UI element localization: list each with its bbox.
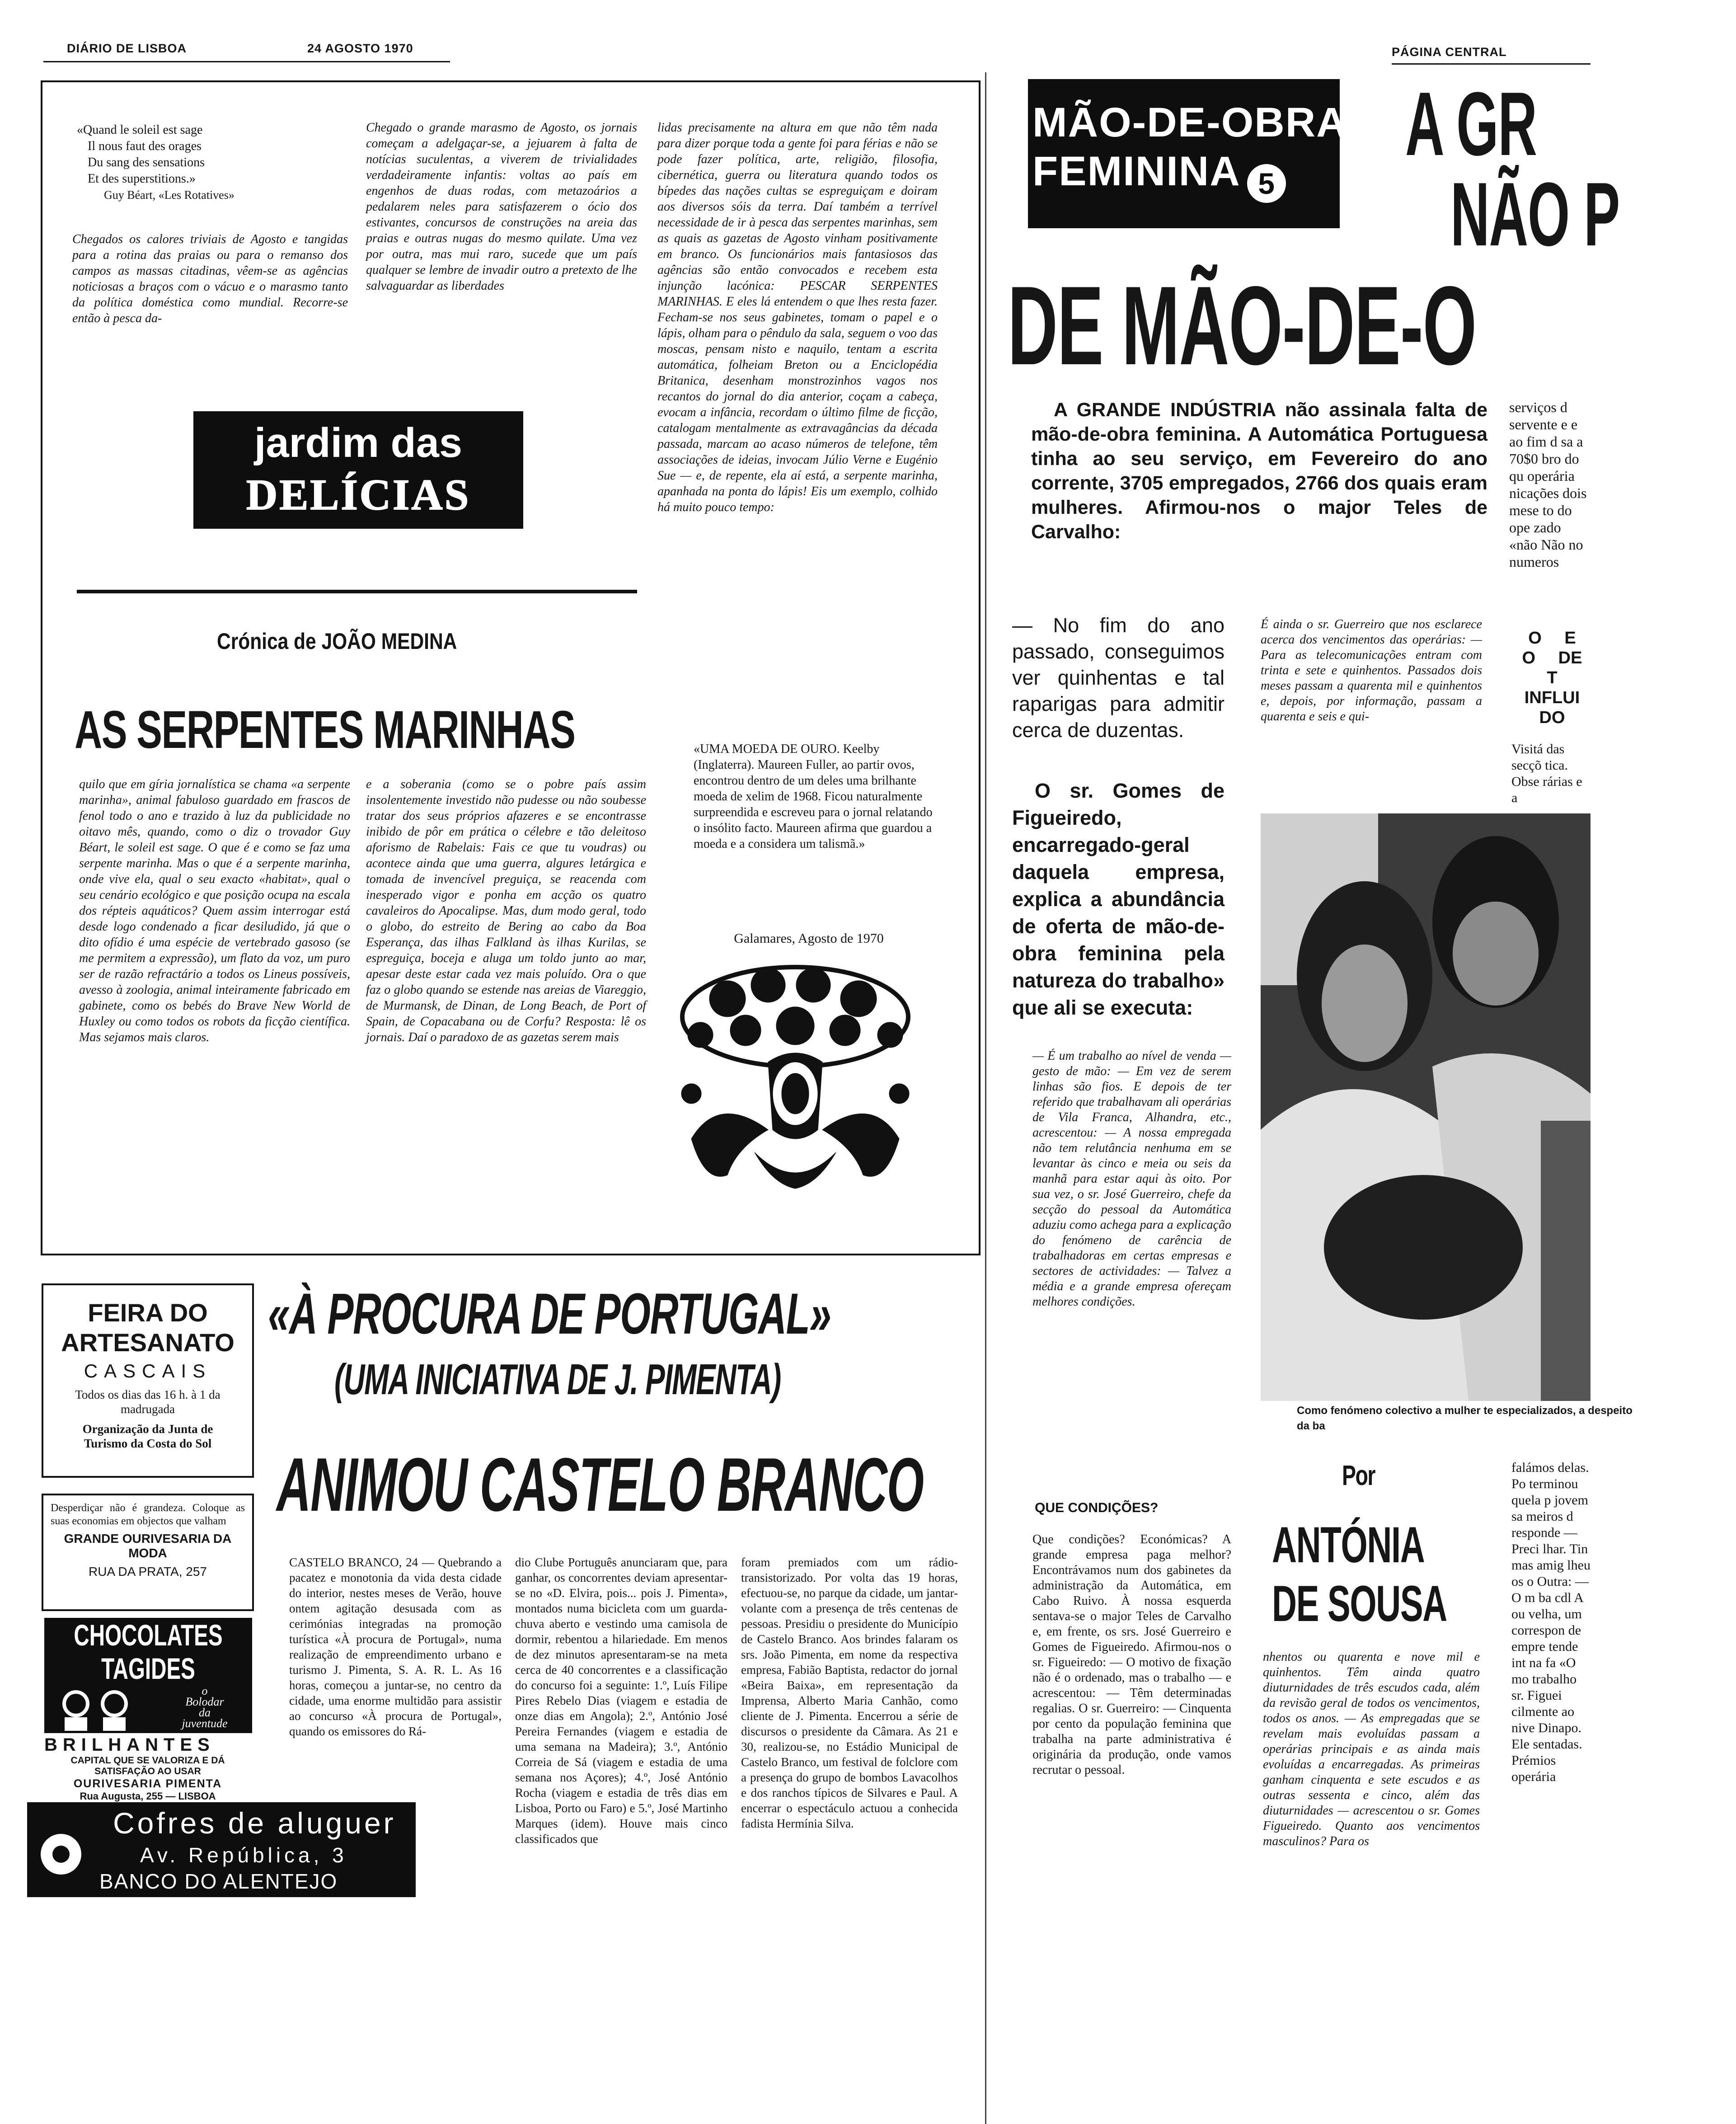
ad-title: GRANDE OURIVESARIA DA MODA [64, 1532, 232, 1560]
cronica-column: lidas precisamente na altura em que não têm nada para dizer porque toda a gente foi para férias e não se pode fazer política, arte, religião, filosofia, cibernética, guerra ou literatura quando todos os bípedes das nações cultas se espreguiçam e doiram aos diversos sóis da terra. Daí também a terrível necessidade de ir à pesca das serpentes marinhas, sem as quais as gazetas de Agosto vinham positivamente em branco. Os funcionários mais fantasiosos das agências são então convocados e recebem esta injunção lacónica: PESCAR SERPENTES MARINHAS. E eles lá entendem o que lhes resta fazer. Fecham-se nos seus gabinetes, tomam o papel e o lápis, olham para o pêndulo da sala, seguem o voo das moscas, pensam nisto e naquilo, tentam a escrita automática, folheiam Breton ou a Enciclopédia Britanica, desenham monstrozinhos vagos nos recantos do jornal do dia anterior, coçam a cabeça, evocam a infância, recordam o último filme de ficção, catalogam mentalmente as extravagâncias da década passada, marcam ao acaso números de telefone, têm associações de ideias, invocam Júlio Verne e Eugénio Sue — e, de repente, ela aí está, a serpente marinha, apanhada na ponta do lápis! Eis um exemplo, colhido há muito pouco tempo: [657, 121, 938, 514]
byline-author: ANTÓNIA [1272, 1517, 1425, 1573]
ad-subtitle: CASCAIS [84, 1360, 212, 1382]
pull-quote: «UMA MOEDA DE OURO. Keelby (Inglaterra). Maureen Fuller, ao partir ovos, encontrou dentro de um deles uma brilhante moeda de xelim de 1968. Ficou naturalmente surpreendida e escreveu para o jornal relatando o insólito facto. Maureen afirma que guardou a moeda e a considera um talismã.» [694, 742, 933, 851]
signoff: Galamares, Agosto de 1970 [734, 931, 884, 946]
mao-quote-bold: O sr. Gomes de Figueiredo, encarregado-geral daquela empresa, explica a abundância de oferta de mão-de-obra feminina pela natureza do trabalho» que ali se executa: [1012, 779, 1225, 1019]
mao-headline-3: DE MÃO-DE-O [1008, 263, 1477, 388]
mao-headline-1: A GR [1405, 74, 1537, 174]
header-rule-right [1392, 63, 1591, 65]
mao-side-column: serviços d servente e e ao fim d sa a 70$0 bro do qu operária nicações dois mese to do ope zado «não Não no numeros [1509, 399, 1587, 570]
ad-text: CAPITAL QUE SE VALORIZA E DÁ SATISFAÇÃO AO USAR [70, 1755, 225, 1776]
page-divider [985, 72, 986, 2124]
byline: Crónica de JOÃO MEDINA [217, 629, 457, 654]
procura-column: foram premiados com um rádio-transistorizado. Por volta das 19 horas, efectuou-se, no parque da cidade, um jantar-volante com a presença de três centenas de pessoas. Presidiu o presidente do Município de Castelo Branco. Aos brindes falaram os srs. João Pimenta, em nome da respectiva empresa, Fabião Baptista, redactor do jornal «Beira Baixa», em representação da Imprensa, Alberto Maria Canhão, como cliente de J. Pimenta. Encerrou a série de discursos o presidente da Câmara. As 21 e 30, realizou-se, no Estádio Municipal de Castelo Branco, um festival de folclore com a presença do grupo de bombos Lavacolhos e dos ranchos típicos de Silvares e Paul. A encerrar o espectáculo actuou a conhecida fadista Hermínia Silva. [741, 1555, 958, 1830]
cronica-column: Chegados os calores triviais de Agosto e tangidas para a rotina das praias ou para o remanso dos campos as massas citadinas, vêem-se as agências noticiosas a braços com o vácuo e o marasmo tanto da política doméstica como mundial. Recorre-se então à pesca da- [72, 232, 348, 325]
floral-ornament [664, 958, 926, 1198]
mao-column: É ainda o sr. Guerreiro que nos esclarece acerca dos vencimentos das operárias: — Para as telecomunicações entram com trinta e sete e quinhentos. Passados dois meses passam a quarenta mil e quinhentos e, depois, por informação, passam a quarenta e seis e qui- [1261, 617, 1482, 724]
kicker-line: FEMININA [1032, 148, 1241, 194]
ad-title: Cofres de aluguer [113, 1806, 396, 1840]
series-number-badge: 5 [1247, 164, 1286, 203]
procura-title: «À PROCURA DE PORTUGAL» [268, 1282, 831, 1346]
epigraph-line: Du sang des sensations [88, 155, 205, 169]
epigraph-line: Il nous faut des orages [88, 139, 202, 153]
ad-text: Rua Augusta, 255 — LISBOA [80, 1790, 216, 1802]
section-label: PÁGINA CENTRAL [1392, 45, 1507, 59]
ad-title: ARTESANATO [61, 1328, 235, 1357]
newspaper-name: DIÁRIO DE LISBOA [67, 42, 187, 55]
ad-text: Organização da Junta de Turismo da Costa do Sol [82, 1422, 213, 1450]
ad-title: CHOCOLATES [74, 1618, 223, 1652]
mao-lead: A GRANDE INDÚSTRIA não assinala falta de mão-de-obra feminina. A Automática Portuguesa tinha ao seu serviço, em Fevereiro do ano corrente, 3705 empregados, 2766 dos quais eram mulheres. Afirmou-nos o major Teles de Carvalho: [1031, 399, 1487, 543]
ad-chocolates [44, 1618, 252, 1733]
procura-column: dio Clube Português anunciaram que, para ganhar, os concorrentes deviam apresentar-se no «D. Elvira, pois... pois J. Pimenta», montados numa bicicleta com um guarda-chuva aberto e vestindo uma camisola de dormir, rebentou a hilariedade. Em menos de dez minutos apresentaram-se na meta cerca de 40 concorrentes e a classificação do concurso foi a seguinte: 1.º, Luís Filipe Pires Rebelo Dias (viagem e estadia de onze dias em Angola); 2.º, António José Pereira Fernandes (viagem e estadia de uma semana na Madeira); 3.º, António Correia de Sá (viagem e estadia de uma semana nos Açores); 4.º, José António Rocha (viagem e estadia de três dias em Lisboa, Porto ou Faro) e 5.º, José Martinho Marques (idem). Houve mais cinco classificados que [515, 1555, 727, 1846]
issue-date: 24 AGOSTO 1970 [307, 42, 413, 55]
epigraph-credit: Guy Béart, «Les Rotatives» [104, 188, 235, 202]
ad-title: FEIRA DO [88, 1298, 208, 1327]
procura-column: CASTELO BRANCO, 24 — Quebrando a pacatez e monotonia da vida desta cidade do interior, nestes meses de Verão, houve ontem agitação desusada com as cerimónias integradas na promoção turística «À procura de Portugal», numa realização de empreendimento urbano e turismo J. Pimenta, S. A. R. L. As 16 horas, começou a juntar-se, no centro da cidade, uma enorme multidão para assistir ao concurso «À procura de Portugal», quando os emissores do Rá- [289, 1555, 502, 1738]
kicker-line: MÃO-DE-OBRA [1032, 99, 1347, 146]
column-logo [193, 411, 523, 529]
procura-title-wrap [268, 1282, 958, 1347]
mao-quote: — No fim do ano passado, conseguimos ver quinhentas e tal raparigas para admitir cerca de duzentas. [1012, 614, 1225, 742]
mao-column: nhentos ou quarenta e nove mil e quinhentos. Têm ainda quatro diuturnidades de três escudos cada, além da revisão geral de todos os vencimentos, todos os anos. — As empregadas que se revelam mais evoluídas passam a operárias principais e as ainda mais evoluídas a encarregadas. As primeiras ganham cinquenta e sete escudos e as outras sessenta e cinco, além das diuturnidades — acrescentou o sr. Gomes Figueiredo. Quanto aos vencimentos masculinos? Para os [1263, 1650, 1480, 1848]
ad-brilhantes [42, 1734, 254, 1802]
ad-feira [42, 1283, 254, 1478]
byline-author: DE SOUSA [1272, 1575, 1447, 1632]
mao-box-head: O E O DE T INFLUI DO [1522, 629, 1582, 727]
mao-headline-2: NÃO P [1450, 164, 1620, 265]
epigraph [77, 122, 348, 230]
mao-column: — É um trabalho ao nível de venda — gesto de mão: — Em vez de serem linhas são fios. E depois de ter referido que trabalhavam ali operárias de Vila Franca, Alhandra, etc., acrescentou: — A nossa empregada não tem relutância nenhuma em se levantar às cinco e meia ou seis da manhã para estar aqui às oito. Por sua vez, o sr. José Guerreiro, chefe da secção do pessoal da Automática aduziu como achega para a explicação do fenómeno de carência de trabalhadoras em certas empresas e sectores de actividades: — Talvez a média e a grande empresa ofereçam melhores condições. [1032, 1049, 1231, 1309]
ad-text: OURIVESARIA PIMENTA [73, 1777, 222, 1790]
headline: AS SERPENTES MARINHAS [75, 700, 575, 760]
photo-workers [1261, 813, 1591, 1401]
mao-column: Visitá das secçõ tica. Obse rárias e a [1511, 742, 1582, 805]
children-illustration [53, 1686, 139, 1731]
ad-ourivesaria [42, 1494, 254, 1611]
ad-text: Desperdiçar não é grandeza. Coloque as suas economias em objectos que valham [51, 1502, 245, 1527]
mao-subhead: QUE CONDIÇÕES? [1035, 1500, 1159, 1515]
procura-headline: ANIMOU CASTELO BRANCO [277, 1442, 924, 1527]
byline-por: Por [1342, 1460, 1375, 1491]
header-rule-left [43, 61, 450, 62]
epigraph-line: «Quand le soleil est sage [77, 123, 203, 137]
logo-line: DELÍCIAS [246, 470, 471, 519]
ad-text: juventude [182, 1717, 228, 1730]
cronica-column: Chegado o grande marasmo de Agosto, os jornais começam a adelgaçar-se, a jejuarem à falta de notícias suculentas, a viverem de trivialidades verdadeiramente infantis: voltas ao país em engenhos de duas rodas, com metazoários a pedalarem neles para satisfazerem o ócio dos estivantes, concursos de construções na areia das praias e outras nugas do mesmo quilate. Uma vez por outra, mas mui raro, sucede que um país qualquer se lembre de invadir outro a pretexto de lhe salvaguardar as liberdades [366, 121, 637, 293]
ad-text: o [202, 1684, 208, 1697]
photo-caption: Como fenómeno colectivo a mulher te especializados, a despeito da ba [1297, 1405, 1633, 1432]
cronica-column: quilo que em gíria jornalística se chama «a serpente marinha», animal fabuloso guardado em frascos de fenol todo o ano e trazido à luz da publicidade no oitavo mês, quando, como o diz o trovador Guy Béart, le soleil est sage. O que é e como se faz uma serpente marinha. Mas o que é a serpente marinha, onde vive ela, qual o seu exacto «habitat», qual o seu cenário ecológico e que posição ocupa na escala dos répteis aquáticos? Quem assim interrogar está desde logo condenado a ficar desiludido, já que o dito ofídio é uma espécie de vertebrado gasoso (se me permitem a expressão), um flato da voz, um puro ser de razão refractário a todos os Lineus possíveis, avesso à zoologia, animal inteiramente fabricado em gabinete, como os bebés do Brave New World de Huxley ou como todos os robots da ficção científica. Mas sejamos mais claros. [79, 777, 350, 1044]
cronica-column: e a soberania (como se o pobre país assim insolentemente investido não pudesse ou não soubesse tratar dos seus próprios afazeres e se encontrasse inibido de pôr em prática o célebre e tão deleitoso aforismo de Rabelais: Fais ce que tu voudras) ou acontece ainda que uma guerra, algures letárgica e tomada de invencível preguiça, se reacenda com inesperado vigor e ponha em acção os quatro cavaleiros do Apocalipse. Mas, dum modo geral, todo o globo, do estreito de Bering ao cabo da Boa Esperança, das ilhas Falkland às ilhas Kurilas, se espreguiça, boceja e aluga um toldo junto ao mar, apesar deste estar cada vez mais poluído. Ora o que faz o globo quando se estende nas areias de Viareggio, de Murmansk, de Dinan, de Long Beach, de Port of Spain, de Copacabana ou de Corfu? Resposta: lê os jornais. Daí o paradoxo de as gazetas serem mais [366, 777, 646, 1044]
series-kicker [1028, 79, 1347, 228]
procura-subtitle: (UMA INICIATIVA DE J. PIMENTA) [334, 1355, 781, 1404]
ad-text: BANCO DO ALENTEJO [99, 1870, 338, 1893]
ad-text: da [199, 1706, 211, 1719]
ad-text: Todos os dias das 16 h. à 1 da madrugada [75, 1388, 221, 1416]
mao-column: falámos delas. Po terminou quela p jovem sa meiros d responde — Preci lhar. Tin mas amig lheu os o Outra: — O m ba cdl A ou velha, um correspon de empre tende int na fa «O mo trabalho sr. Figuei cilmente ao nive Dinapo. Ele sentadas. Prémios operária [1511, 1460, 1591, 1784]
ad-slogan [162, 1686, 248, 1729]
ad-text: Av. República, 3 [140, 1843, 347, 1867]
ad-title: BRILHANTES [44, 1735, 215, 1755]
ad-text: RUA DA PRATA, 257 [89, 1565, 207, 1579]
ad-title: TAGIDES [101, 1652, 195, 1685]
mao-column: Que condições? Económicas? A grande empresa paga melhor? Encontrávamos num dos gabinetes da administração da Automática, em Cabo Ruivo. À nossa esquerda sentava-se o major Teles de Carvalho e, em frente, os srs. José Guerreiro e Gomes de Figueiredo. Afirmou-nos o sr. Figueiredo: — O motivo de fixação não é o ordenado, mas o trabalho — e acrescentou: — Têm determinadas regalias. O sr. Guerreiro: — Cinquenta por cento da população feminina que trabalha na parte administrativa é originária da produção, onde vamos recrutar o pessoal. [1032, 1532, 1231, 1777]
logo-line: jardim das [254, 420, 463, 466]
ad-text: Bolodar [185, 1695, 224, 1708]
logo-rule [77, 590, 637, 593]
bank-logo-inner [52, 1846, 70, 1863]
epigraph-line: Et des superstitions.» [88, 172, 196, 186]
